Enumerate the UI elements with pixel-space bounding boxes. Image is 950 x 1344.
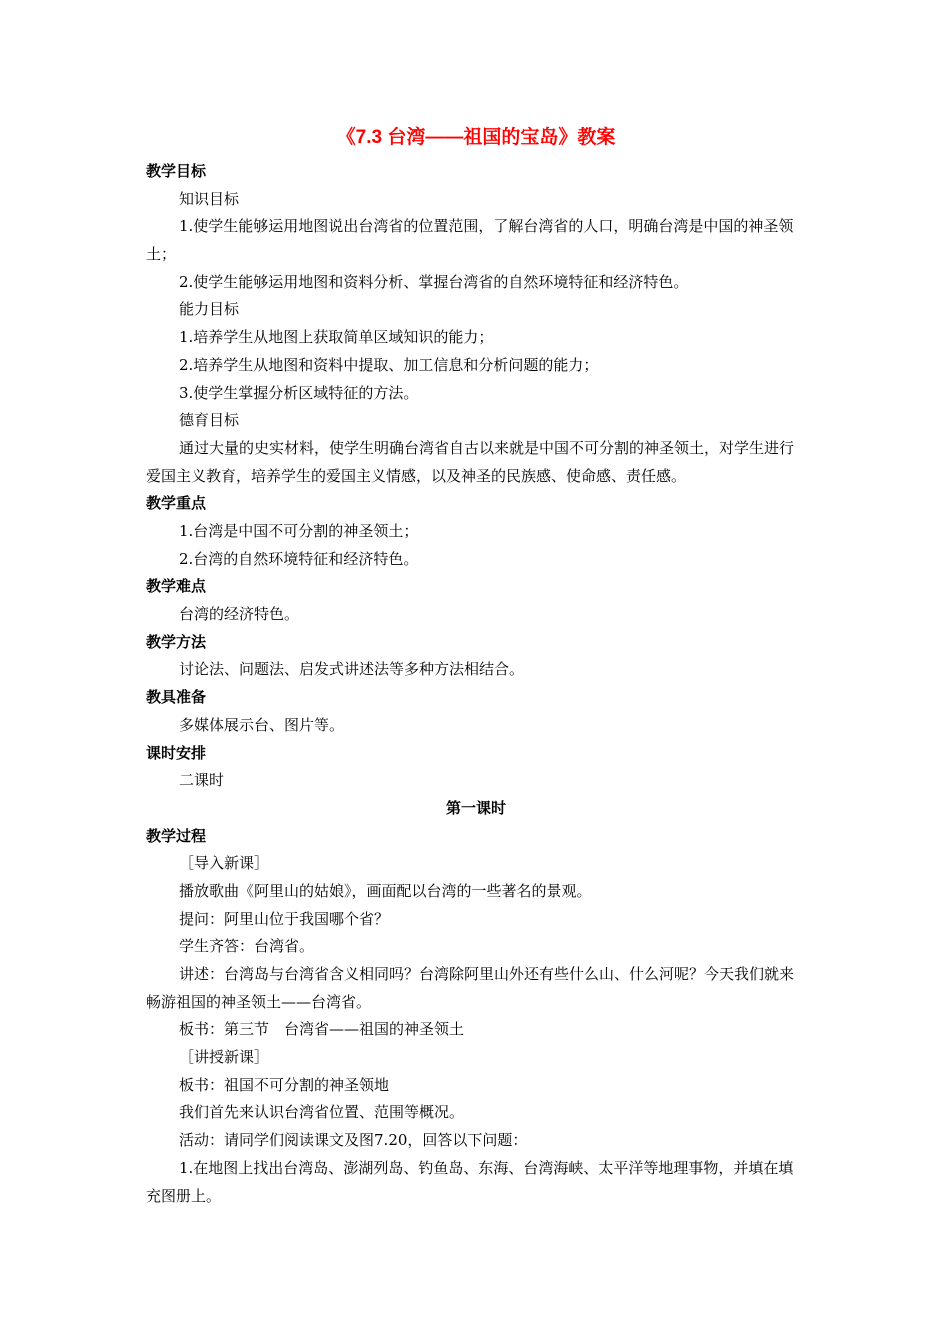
schedule-text: 二课时 [179,771,225,790]
moral-paragraph-text: 通过大量的史实材料，使学生明确台湾省自古以来就是中国不可分割的神圣领土，对学生进行爱国主义教育，培养学生的爱国主义情感，以及神圣的民族感、使命感、责任感。 [146,438,795,485]
document-page [146,118,806,1210]
moral-paragraph [146,435,806,490]
key-point-1: 1.台湾是中国不可分割的神圣领土； [179,522,419,540]
process-line-7: 板书：祖国不可分割的神圣领地 [179,1075,390,1094]
process-line-3: 提问：阿里山位于我国哪个省？ [179,909,390,928]
moral-label: 德育目标 [179,411,240,430]
objectives-heading: 教学目标 [146,163,207,180]
difficulty-heading: 教学难点 [146,578,207,596]
key-points-heading: 教学重点 [146,495,207,513]
method-heading: 教学方法 [146,633,207,651]
process-paragraph-2-text: 1.在地图上找出台湾岛、澎湖列岛、钓鱼岛、东海、台湾海峡、太平洋等地理事物，并填在填充图册上。 [146,1158,794,1205]
process-line-1: ［导入新课］ [179,854,270,873]
tools-heading: 教具准备 [146,689,207,707]
process-line-6: ［讲授新课］ [179,1048,270,1067]
process-paragraph-1-text: 讲述：台湾岛与台湾省含义相同吗？台湾除阿里山外还有些什么山、什么河呢？今天我们就来畅游祖国的神圣领土——台湾省。 [146,965,795,1011]
ability-item-3: 3.使学生掌握分析区域特征的方法。 [179,383,419,402]
knowledge-item-2: 2.使学生能够运用地图和资料分析、掌握台湾省的自然环境特征和经济特色。 [179,272,689,291]
process-line-9: 活动：请同学们阅读课文及图7.20，回答以下问题： [179,1131,528,1150]
process-line-2: 播放歌曲《阿里山的姑娘》，画面配以台湾的一些著名的景观。 [179,881,592,900]
difficulty-text: 台湾的经济特色。 [179,605,300,624]
document-title: 《7.3 台湾——祖国的宝岛》教案 [336,127,616,148]
process-paragraph-1 [146,961,806,1016]
knowledge-item-1 [146,213,806,268]
process-line-5: 板书：第三节 台湾省——祖国的神圣领土 [179,1020,465,1039]
process-line-4: 学生齐答：台湾省。 [179,937,315,956]
ability-item-2: 2.培养学生从地图和资料中提取、加工信息和分析问题的能力； [179,355,599,374]
tools-text: 多媒体展示台、图片等。 [179,715,345,734]
method-text: 讨论法、问题法、启发式讲述法等多种方法相结合。 [179,660,525,679]
knowledge-item-1-text: 1.使学生能够运用地图说出台湾省的位置范围，了解台湾省的人口，明确台湾是中国的神圣领土； [146,217,794,264]
ability-label: 能力目标 [179,300,240,319]
ability-item-1: 1.培养学生从地图上获取简单区域知识的能力； [179,328,494,347]
process-paragraph-2 [146,1155,806,1210]
process-heading: 教学过程 [146,827,207,845]
knowledge-label: 知识目标 [179,189,240,208]
key-point-2: 2.台湾的自然环境特征和经济特色。 [179,549,419,568]
schedule-heading: 课时安排 [146,744,207,762]
lesson-heading: 第一课时 [445,799,506,817]
process-line-8: 我们首先来认识台湾省位置、范围等概况。 [179,1103,465,1122]
